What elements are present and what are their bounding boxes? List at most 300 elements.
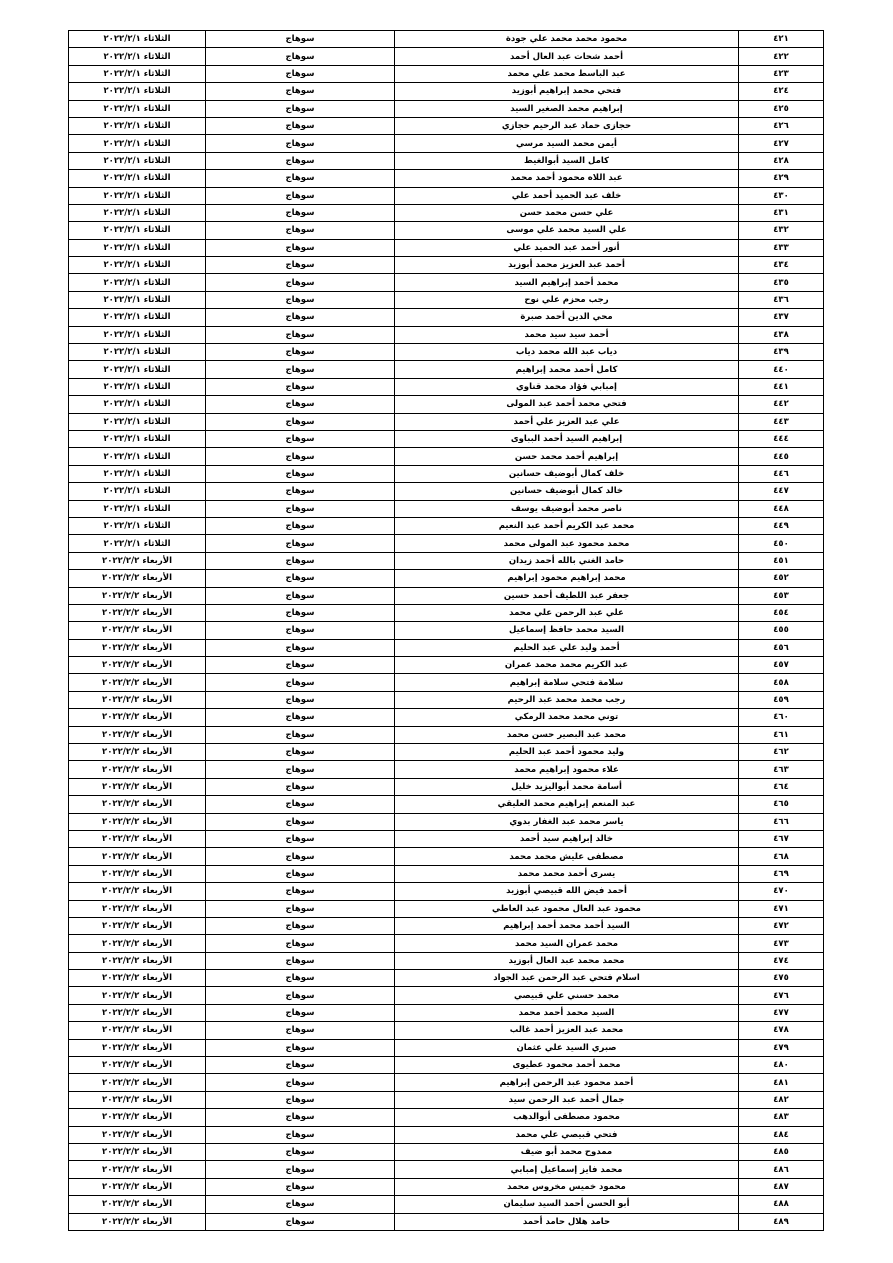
date-cell: الأربعاء ٢٠٢٢/٢/٢ [69, 865, 206, 882]
table-row [69, 1178, 824, 1195]
person-name-cell: خلف كمال أبوضيف حسانين [395, 465, 739, 482]
person-name-cell: رجب محزم علي نوح [395, 291, 739, 308]
person-name-cell: سلامة فتحي سلامة إبراهيم [395, 674, 739, 691]
person-name-cell: توني محمد محمد الرمكي [395, 709, 739, 726]
date-cell: الأربعاء ٢٠٢٢/٢/٢ [69, 709, 206, 726]
table-row [69, 1022, 824, 1039]
person-name-cell: حامد الغني بالله أحمد زيدان [395, 552, 739, 569]
date-cell: الثلاثاء ٢٠٢٢/٢/١ [69, 135, 206, 152]
date-cell: الأربعاء ٢٠٢٢/٢/٢ [69, 778, 206, 795]
governorate-cell: سوهاج [206, 204, 395, 221]
table-row [69, 396, 824, 413]
row-number-cell: ٤٤١ [739, 378, 824, 395]
person-name-cell: محي الدين أحمد صبرة [395, 309, 739, 326]
governorate-cell: سوهاج [206, 1126, 395, 1143]
governorate-cell: سوهاج [206, 761, 395, 778]
table-row [69, 1039, 824, 1056]
date-cell: الأربعاء ٢٠٢٢/٢/٢ [69, 639, 206, 656]
row-number-cell: ٤٨٠ [739, 1057, 824, 1074]
person-name-cell: محمود محمد محمد علي جودة [395, 31, 739, 48]
table-row [69, 691, 824, 708]
date-cell: الأربعاء ٢٠٢٢/٢/٢ [69, 987, 206, 1004]
row-number-cell: ٤٥٦ [739, 639, 824, 656]
governorate-cell: سوهاج [206, 430, 395, 447]
governorate-cell: سوهاج [206, 900, 395, 917]
governorate-cell: سوهاج [206, 65, 395, 82]
row-number-cell: ٤٢٦ [739, 117, 824, 134]
row-number-cell: ٤٤٥ [739, 448, 824, 465]
row-number-cell: ٤٨٢ [739, 1091, 824, 1108]
date-cell: الأربعاء ٢٠٢٢/٢/٢ [69, 1196, 206, 1213]
person-name-cell: إبراهيم محمد الصغير السيد [395, 100, 739, 117]
governorate-cell: سوهاج [206, 952, 395, 969]
governorate-cell: سوهاج [206, 344, 395, 361]
governorate-cell: سوهاج [206, 604, 395, 621]
row-number-cell: ٤٦٦ [739, 813, 824, 830]
table-row [69, 570, 824, 587]
table-row [69, 796, 824, 813]
row-number-cell: ٤٨٧ [739, 1178, 824, 1195]
table-row [69, 952, 824, 969]
row-number-cell: ٤٨٩ [739, 1213, 824, 1230]
governorate-cell: سوهاج [206, 309, 395, 326]
person-name-cell: إمبابي فؤاد محمد قناوي [395, 378, 739, 395]
person-name-cell: صبري السيد علي عثمان [395, 1039, 739, 1056]
person-name-cell: محمد عبد العزيز أحمد غالب [395, 1022, 739, 1039]
row-number-cell: ٤٤٦ [739, 465, 824, 482]
governorate-cell: سوهاج [206, 500, 395, 517]
table-row [69, 309, 824, 326]
row-number-cell: ٤٣٠ [739, 187, 824, 204]
person-name-cell: محمود مصطفى أبوالدهب [395, 1109, 739, 1126]
table-row [69, 813, 824, 830]
person-name-cell: كامل أحمد محمد إبراهيم [395, 361, 739, 378]
governorate-cell: سوهاج [206, 239, 395, 256]
governorate-cell: سوهاج [206, 222, 395, 239]
table-row [69, 970, 824, 987]
person-name-cell: إبراهيم أحمد محمد حسن [395, 448, 739, 465]
date-cell: الأربعاء ٢٠٢٢/٢/٢ [69, 1057, 206, 1074]
date-cell: الثلاثاء ٢٠٢٢/٢/١ [69, 309, 206, 326]
row-number-cell: ٤٧٣ [739, 935, 824, 952]
table-row [69, 274, 824, 291]
person-name-cell: أيمن محمد السيد مرسي [395, 135, 739, 152]
governorate-cell: سوهاج [206, 152, 395, 169]
table-row [69, 170, 824, 187]
table-row [69, 552, 824, 569]
person-name-cell: اسلام فتحي عبد الرحمن عبد الجواد [395, 970, 739, 987]
person-name-cell: محمد إبراهيم محمود إبراهيم [395, 570, 739, 587]
person-name-cell: خلف عبد الحميد أحمد علي [395, 187, 739, 204]
table-row [69, 117, 824, 134]
governorate-cell: سوهاج [206, 1178, 395, 1195]
date-cell: الثلاثاء ٢٠٢٢/٢/١ [69, 100, 206, 117]
date-cell: الثلاثاء ٢٠٢٢/٢/١ [69, 48, 206, 65]
table-row [69, 1057, 824, 1074]
date-cell: الثلاثاء ٢٠٢٢/٢/١ [69, 274, 206, 291]
person-name-cell: محمد عبد البصير حسن محمد [395, 726, 739, 743]
row-number-cell: ٤٢٨ [739, 152, 824, 169]
row-number-cell: ٤٧٩ [739, 1039, 824, 1056]
person-name-cell: دياب عبد الله محمد دياب [395, 344, 739, 361]
date-cell: الثلاثاء ٢٠٢٢/٢/١ [69, 65, 206, 82]
row-number-cell: ٤٧٨ [739, 1022, 824, 1039]
date-cell: الثلاثاء ٢٠٢٢/٢/١ [69, 152, 206, 169]
table-row [69, 378, 824, 395]
governorate-cell: سوهاج [206, 257, 395, 274]
governorate-cell: سوهاج [206, 552, 395, 569]
person-name-cell: حامد هلال حامد أحمد [395, 1213, 739, 1230]
date-cell: الأربعاء ٢٠٢٢/٢/٢ [69, 900, 206, 917]
row-number-cell: ٤٤٩ [739, 517, 824, 534]
person-name-cell: محمد محمود عبد المولى محمد [395, 535, 739, 552]
date-cell: الأربعاء ٢٠٢٢/٢/٢ [69, 1161, 206, 1178]
table-row [69, 500, 824, 517]
date-cell: الأربعاء ٢٠٢٢/٢/٢ [69, 1178, 206, 1195]
table-row [69, 65, 824, 82]
governorate-cell: سوهاج [206, 170, 395, 187]
row-number-cell: ٤٧٤ [739, 952, 824, 969]
row-number-cell: ٤٣٧ [739, 309, 824, 326]
person-name-cell: محمد حسني علي قبيصي [395, 987, 739, 1004]
date-cell: الأربعاء ٢٠٢٢/٢/٢ [69, 917, 206, 934]
date-cell: الأربعاء ٢٠٢٢/٢/٢ [69, 796, 206, 813]
table-row [69, 222, 824, 239]
row-number-cell: ٤٤٠ [739, 361, 824, 378]
governorate-cell: سوهاج [206, 1161, 395, 1178]
governorate-cell: سوهاج [206, 935, 395, 952]
person-name-cell: ناصر محمد أبوضيف يوسف [395, 500, 739, 517]
row-number-cell: ٤٧١ [739, 900, 824, 917]
date-cell: الثلاثاء ٢٠٢٢/٢/١ [69, 239, 206, 256]
names-table [68, 30, 824, 1231]
date-cell: الثلاثاء ٢٠٢٢/٢/١ [69, 204, 206, 221]
table-row [69, 204, 824, 221]
date-cell: الأربعاء ٢٠٢٢/٢/٢ [69, 657, 206, 674]
row-number-cell: ٤٥٧ [739, 657, 824, 674]
person-name-cell: رجب محمد محمد عبد الرحيم [395, 691, 739, 708]
date-cell: الثلاثاء ٢٠٢٢/٢/١ [69, 170, 206, 187]
governorate-cell: سوهاج [206, 657, 395, 674]
row-number-cell: ٤٧٦ [739, 987, 824, 1004]
governorate-cell: سوهاج [206, 135, 395, 152]
date-cell: الثلاثاء ٢٠٢٢/٢/١ [69, 500, 206, 517]
row-number-cell: ٤٣٦ [739, 291, 824, 308]
names-table-body [69, 31, 824, 1231]
date-cell: الثلاثاء ٢٠٢٢/٢/١ [69, 448, 206, 465]
row-number-cell: ٤٨٥ [739, 1144, 824, 1161]
date-cell: الثلاثاء ٢٠٢٢/٢/١ [69, 535, 206, 552]
row-number-cell: ٤٣٣ [739, 239, 824, 256]
table-row [69, 1213, 824, 1230]
table-row [69, 1004, 824, 1021]
row-number-cell: ٤٧٠ [739, 883, 824, 900]
row-number-cell: ٤٣٥ [739, 274, 824, 291]
row-number-cell: ٤٢١ [739, 31, 824, 48]
governorate-cell: سوهاج [206, 1074, 395, 1091]
table-row [69, 778, 824, 795]
person-name-cell: ممدوح محمد أبو ضيف [395, 1144, 739, 1161]
person-name-cell: فتحي قبيصي علي محمد [395, 1126, 739, 1143]
row-number-cell: ٤٢٣ [739, 65, 824, 82]
person-name-cell: السيد محمد أحمد محمد [395, 1004, 739, 1021]
person-name-cell: وليد محمود أحمد عبد الحليم [395, 744, 739, 761]
date-cell: الثلاثاء ٢٠٢٢/٢/١ [69, 361, 206, 378]
row-number-cell: ٤٥٥ [739, 622, 824, 639]
person-name-cell: ياسر محمد عبد الغفار بدوي [395, 813, 739, 830]
governorate-cell: سوهاج [206, 1109, 395, 1126]
table-row [69, 1126, 824, 1143]
governorate-cell: سوهاج [206, 639, 395, 656]
row-number-cell: ٤٧٢ [739, 917, 824, 934]
row-number-cell: ٤٣٨ [739, 326, 824, 343]
governorate-cell: سوهاج [206, 448, 395, 465]
row-number-cell: ٤٢٩ [739, 170, 824, 187]
governorate-cell: سوهاج [206, 361, 395, 378]
person-name-cell: محمد عمران السيد محمد [395, 935, 739, 952]
date-cell: الأربعاء ٢٠٢٢/٢/٢ [69, 744, 206, 761]
date-cell: الأربعاء ٢٠٢٢/٢/٢ [69, 1213, 206, 1230]
table-row [69, 639, 824, 656]
date-cell: الثلاثاء ٢٠٢٢/٢/١ [69, 483, 206, 500]
person-name-cell: فتحي محمد إبراهيم أبوزيد [395, 83, 739, 100]
person-name-cell: السيد أحمد محمد أحمد إبراهيم [395, 917, 739, 934]
governorate-cell: سوهاج [206, 117, 395, 134]
row-number-cell: ٤٧٧ [739, 1004, 824, 1021]
governorate-cell: سوهاج [206, 778, 395, 795]
date-cell: الأربعاء ٢٠٢٢/٢/٢ [69, 674, 206, 691]
table-row [69, 291, 824, 308]
date-cell: الأربعاء ٢٠٢٢/٢/٢ [69, 726, 206, 743]
table-row [69, 865, 824, 882]
row-number-cell: ٤٧٥ [739, 970, 824, 987]
date-cell: الأربعاء ٢٠٢٢/٢/٢ [69, 604, 206, 621]
person-name-cell: كامل السيد أبوالغيط [395, 152, 739, 169]
date-cell: الأربعاء ٢٠٢٢/٢/٢ [69, 883, 206, 900]
table-row [69, 152, 824, 169]
date-cell: الأربعاء ٢٠٢٢/٢/٢ [69, 1091, 206, 1108]
date-cell: الأربعاء ٢٠٢٢/٢/٢ [69, 1144, 206, 1161]
table-row [69, 587, 824, 604]
governorate-cell: سوهاج [206, 570, 395, 587]
governorate-cell: سوهاج [206, 917, 395, 934]
table-row [69, 517, 824, 534]
table-row [69, 430, 824, 447]
person-name-cell: محمد فايز إسماعيل إمبابي [395, 1161, 739, 1178]
governorate-cell: سوهاج [206, 535, 395, 552]
date-cell: الأربعاء ٢٠٢٢/٢/٢ [69, 761, 206, 778]
table-row [69, 900, 824, 917]
date-cell: الأربعاء ٢٠٢٢/٢/٢ [69, 691, 206, 708]
row-number-cell: ٤٢٤ [739, 83, 824, 100]
person-name-cell: علاء محمود إبراهيم محمد [395, 761, 739, 778]
date-cell: الأربعاء ٢٠٢٢/٢/٢ [69, 622, 206, 639]
date-cell: الأربعاء ٢٠٢٢/٢/٢ [69, 813, 206, 830]
table-row [69, 1196, 824, 1213]
governorate-cell: سوهاج [206, 396, 395, 413]
table-row [69, 744, 824, 761]
date-cell: الثلاثاء ٢٠٢٢/٢/١ [69, 31, 206, 48]
governorate-cell: سوهاج [206, 274, 395, 291]
person-name-cell: محمد محمد عبد العال أبوزيد [395, 952, 739, 969]
table-row [69, 48, 824, 65]
governorate-cell: سوهاج [206, 1213, 395, 1230]
governorate-cell: سوهاج [206, 709, 395, 726]
table-row [69, 830, 824, 847]
table-row [69, 1074, 824, 1091]
row-number-cell: ٤٤٨ [739, 500, 824, 517]
governorate-cell: سوهاج [206, 31, 395, 48]
table-row [69, 413, 824, 430]
table-row [69, 31, 824, 48]
governorate-cell: سوهاج [206, 1196, 395, 1213]
date-cell: الأربعاء ٢٠٢٢/٢/٢ [69, 830, 206, 847]
person-name-cell: جمال أحمد عبد الرحمن سيد [395, 1091, 739, 1108]
person-name-cell: يسرى أحمد محمد محمد [395, 865, 739, 882]
row-number-cell: ٤٥٤ [739, 604, 824, 621]
date-cell: الثلاثاء ٢٠٢٢/٢/١ [69, 430, 206, 447]
governorate-cell: سوهاج [206, 83, 395, 100]
row-number-cell: ٤٢٢ [739, 48, 824, 65]
person-name-cell: محمد أحمد إبراهيم السيد [395, 274, 739, 291]
table-row [69, 726, 824, 743]
governorate-cell: سوهاج [206, 813, 395, 830]
governorate-cell: سوهاج [206, 483, 395, 500]
person-name-cell: محمد أحمد محمود عطيوى [395, 1057, 739, 1074]
governorate-cell: سوهاج [206, 1039, 395, 1056]
row-number-cell: ٤٥٠ [739, 535, 824, 552]
table-row [69, 135, 824, 152]
date-cell: الأربعاء ٢٠٢٢/٢/٢ [69, 970, 206, 987]
person-name-cell: أحمد محمود عبد الرحمن إبراهيم [395, 1074, 739, 1091]
date-cell: الثلاثاء ٢٠٢٢/٢/١ [69, 291, 206, 308]
row-number-cell: ٤٦٨ [739, 848, 824, 865]
row-number-cell: ٤٤٣ [739, 413, 824, 430]
person-name-cell: خالد إبراهيم سيد أحمد [395, 830, 739, 847]
governorate-cell: سوهاج [206, 378, 395, 395]
person-name-cell: مصطفى عليش محمد محمد [395, 848, 739, 865]
table-row [69, 465, 824, 482]
row-number-cell: ٤٦٤ [739, 778, 824, 795]
table-row [69, 100, 824, 117]
person-name-cell: السيد محمد حافظ إسماعيل [395, 622, 739, 639]
table-row [69, 709, 824, 726]
table-row [69, 239, 824, 256]
date-cell: الأربعاء ٢٠٢٢/٢/٢ [69, 1109, 206, 1126]
row-number-cell: ٤٣٢ [739, 222, 824, 239]
person-name-cell: عبد الكريم محمد محمد عمران [395, 657, 739, 674]
date-cell: الثلاثاء ٢٠٢٢/٢/١ [69, 117, 206, 134]
row-number-cell: ٤٦٥ [739, 796, 824, 813]
row-number-cell: ٤٦٠ [739, 709, 824, 726]
row-number-cell: ٤٦٩ [739, 865, 824, 882]
table-row [69, 448, 824, 465]
table-row [69, 187, 824, 204]
person-name-cell: خالد كمال أبوضيف حسانين [395, 483, 739, 500]
date-cell: الأربعاء ٢٠٢٢/٢/٢ [69, 848, 206, 865]
date-cell: الأربعاء ٢٠٢٢/٢/٢ [69, 570, 206, 587]
table-row [69, 935, 824, 952]
governorate-cell: سوهاج [206, 48, 395, 65]
table-row [69, 535, 824, 552]
row-number-cell: ٤٨٣ [739, 1109, 824, 1126]
table-row [69, 917, 824, 934]
person-name-cell: حجازى حماد عبد الرحيم حجازي [395, 117, 739, 134]
person-name-cell: علي عبد العزيز علي أحمد [395, 413, 739, 430]
person-name-cell: أحمد سيد سيد محمد [395, 326, 739, 343]
governorate-cell: سوهاج [206, 100, 395, 117]
governorate-cell: سوهاج [206, 848, 395, 865]
person-name-cell: أنور أحمد عبد الحميد علي [395, 239, 739, 256]
person-name-cell: جعفر عبد اللطيف أحمد حسين [395, 587, 739, 604]
governorate-cell: سوهاج [206, 1004, 395, 1021]
person-name-cell: محمد عبد الكريم أحمد عبد النعيم [395, 517, 739, 534]
table-row [69, 1161, 824, 1178]
row-number-cell: ٤٥٢ [739, 570, 824, 587]
date-cell: الأربعاء ٢٠٢٢/٢/٢ [69, 587, 206, 604]
governorate-cell: سوهاج [206, 970, 395, 987]
governorate-cell: سوهاج [206, 587, 395, 604]
row-number-cell: ٤٦٣ [739, 761, 824, 778]
table-row [69, 326, 824, 343]
person-name-cell: إبراهيم السيد أحمد البباوى [395, 430, 739, 447]
date-cell: الثلاثاء ٢٠٢٢/٢/١ [69, 257, 206, 274]
table-row [69, 361, 824, 378]
table-row [69, 987, 824, 1004]
date-cell: الثلاثاء ٢٠٢٢/٢/١ [69, 344, 206, 361]
person-name-cell: عبد الباسط محمد علي محمد [395, 65, 739, 82]
date-cell: الأربعاء ٢٠٢٢/٢/٢ [69, 552, 206, 569]
date-cell: الثلاثاء ٢٠٢٢/٢/١ [69, 465, 206, 482]
date-cell: الثلاثاء ٢٠٢٢/٢/١ [69, 222, 206, 239]
table-row [69, 1144, 824, 1161]
row-number-cell: ٤٥٩ [739, 691, 824, 708]
governorate-cell: سوهاج [206, 674, 395, 691]
governorate-cell: سوهاج [206, 517, 395, 534]
row-number-cell: ٤٥٨ [739, 674, 824, 691]
governorate-cell: سوهاج [206, 1057, 395, 1074]
governorate-cell: سوهاج [206, 865, 395, 882]
table-row [69, 848, 824, 865]
governorate-cell: سوهاج [206, 744, 395, 761]
governorate-cell: سوهاج [206, 1144, 395, 1161]
table-row [69, 761, 824, 778]
row-number-cell: ٤٦١ [739, 726, 824, 743]
date-cell: الثلاثاء ٢٠٢٢/٢/١ [69, 378, 206, 395]
person-name-cell: علي حسن محمد حسن [395, 204, 739, 221]
table-row [69, 1091, 824, 1108]
governorate-cell: سوهاج [206, 187, 395, 204]
person-name-cell: فتحي محمد أحمد عبد المولى [395, 396, 739, 413]
person-name-cell: عبد المنعم إبراهيم محمد العليقي [395, 796, 739, 813]
row-number-cell: ٤٨٤ [739, 1126, 824, 1143]
table-row [69, 1109, 824, 1126]
row-number-cell: ٤٤٤ [739, 430, 824, 447]
date-cell: الأربعاء ٢٠٢٢/٢/٢ [69, 935, 206, 952]
row-number-cell: ٤٤٢ [739, 396, 824, 413]
governorate-cell: سوهاج [206, 726, 395, 743]
row-number-cell: ٤٣٤ [739, 257, 824, 274]
governorate-cell: سوهاج [206, 326, 395, 343]
person-name-cell: علي عبد الرحمن علي محمد [395, 604, 739, 621]
table-row [69, 257, 824, 274]
person-name-cell: أحمد فيض الله قبيصي أبوزيد [395, 883, 739, 900]
table-row [69, 83, 824, 100]
governorate-cell: سوهاج [206, 291, 395, 308]
governorate-cell: سوهاج [206, 1091, 395, 1108]
row-number-cell: ٤٥٣ [739, 587, 824, 604]
person-name-cell: أبو الحسن أحمد السيد سليمان [395, 1196, 739, 1213]
